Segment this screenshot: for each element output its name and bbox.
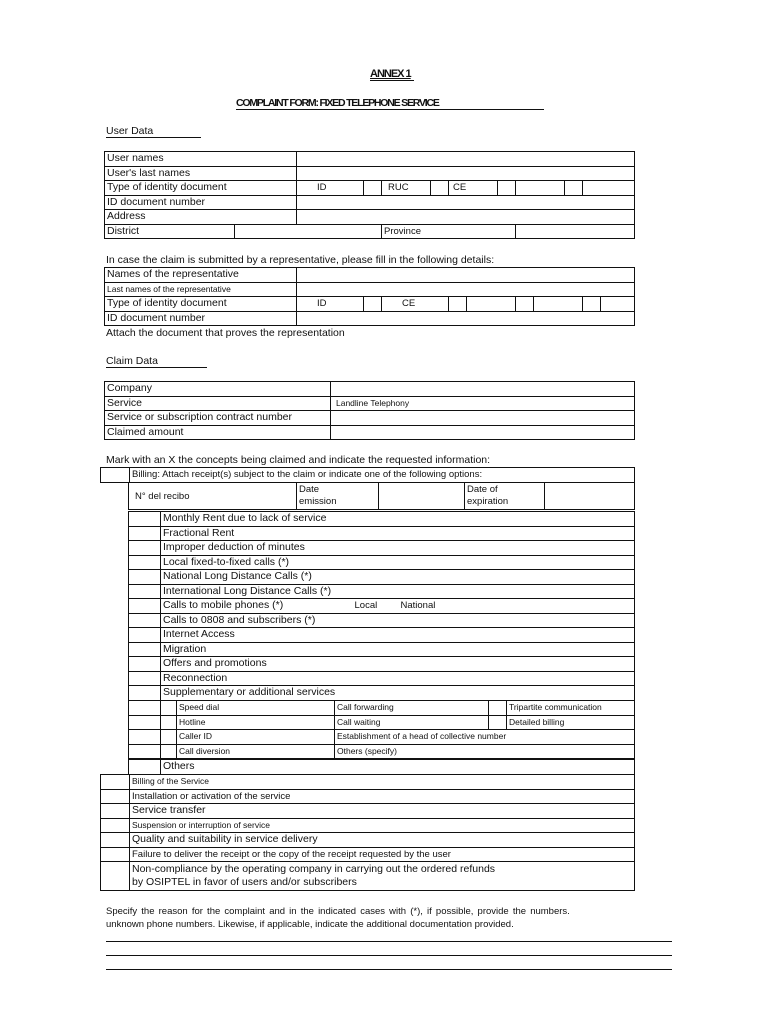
supp-item: Caller ID xyxy=(177,730,335,745)
user-data-table xyxy=(104,151,635,239)
concepts-intro: Mark with an X the concepts being claimed and indicate the requested information: xyxy=(106,454,491,466)
billing-item-checkbox[interactable] xyxy=(129,570,161,585)
billing-item: International Long Distance Calls (*) xyxy=(161,584,635,599)
billing-item-checkbox[interactable] xyxy=(129,628,161,643)
billing-item: Improper deduction of minutes xyxy=(161,541,635,556)
billing-items-table xyxy=(128,511,635,701)
doc-option-other-2 xyxy=(583,181,635,196)
supp-item: Speed dial xyxy=(177,701,335,716)
user-data-underline xyxy=(106,137,201,138)
district-label: District xyxy=(105,224,235,239)
date-emission-field[interactable] xyxy=(379,483,465,510)
concept-checkbox[interactable] xyxy=(101,804,130,819)
rep-attach-note: Attach the document that proves the representation xyxy=(106,327,345,339)
address-field[interactable] xyxy=(297,210,635,225)
rep-id-number-label: ID document number xyxy=(105,311,297,326)
supp-item: Others (specify) xyxy=(335,744,635,759)
others-label: Others xyxy=(161,760,635,775)
company-label: Company xyxy=(105,382,331,397)
answer-line[interactable] xyxy=(106,955,672,956)
billing-item-checkbox[interactable] xyxy=(129,541,161,556)
billing-item-checkbox[interactable] xyxy=(129,526,161,541)
billing-item-checkbox[interactable] xyxy=(129,512,161,527)
address-label: Address xyxy=(105,210,297,225)
province-label: Province xyxy=(382,224,516,239)
rep-doc-option-id-checkbox[interactable] xyxy=(364,297,382,312)
receipt-table xyxy=(128,482,635,510)
contract-label: Service or subscription contract number xyxy=(105,411,331,426)
rep-id-type-label: Type of identity document xyxy=(105,297,297,312)
rep-doc-option-ce: CE xyxy=(382,297,449,312)
concept-item-refunds xyxy=(130,862,635,891)
billing-checkbox[interactable] xyxy=(101,468,130,483)
billing-item-checkbox[interactable] xyxy=(129,584,161,599)
others-table xyxy=(128,759,635,775)
user-last-names-field[interactable] xyxy=(297,166,635,181)
doc-option-other xyxy=(516,181,565,196)
rep-names-label: Names of the representative xyxy=(105,268,297,283)
supp-checkbox[interactable] xyxy=(161,744,177,759)
footer-line1: Specify the reason for the complaint and in the indicated cases with (*), if possible, provide the numbers. xyxy=(106,906,570,917)
annex-label: ANNEX 1 xyxy=(370,68,411,80)
user-last-names-label: User's last names xyxy=(105,166,297,181)
refunds-line1: Non-compliance by the operating company in carrying out the ordered refunds xyxy=(132,863,496,875)
doc-option-ruc-checkbox[interactable] xyxy=(431,181,449,196)
other-concepts-table xyxy=(100,774,635,891)
doc-option-ce: CE xyxy=(449,181,498,196)
company-field[interactable] xyxy=(331,382,635,397)
date-expiration-field[interactable] xyxy=(545,483,635,510)
billing-item: Calls to 0808 and subscribers (*) xyxy=(161,613,635,628)
billing-item-checkbox[interactable] xyxy=(129,555,161,570)
id-type-label: Type of identity document xyxy=(105,181,297,196)
page-title: COMPLAINT FORM: FIXED TELEPHONE SERVICE xyxy=(236,97,439,109)
billing-item-checkbox[interactable] xyxy=(129,613,161,628)
concept-item: Billing of the Service xyxy=(130,775,635,790)
supp-spacer xyxy=(129,730,161,745)
supp-spacer xyxy=(129,701,161,716)
concept-checkbox[interactable] xyxy=(101,789,130,804)
concept-checkbox[interactable] xyxy=(101,833,130,848)
billing-item: National Long Distance Calls (*) xyxy=(161,570,635,585)
date-emission-label xyxy=(297,483,379,510)
supplementary-table xyxy=(128,700,635,759)
billing-item: Offers and promotions xyxy=(161,657,635,672)
service-label: Service xyxy=(105,396,331,411)
amount-label: Claimed amount xyxy=(105,425,331,440)
rep-doc-option-blank-3 xyxy=(601,297,635,312)
billing-header: Billing: Attach receipt(s) subject to the claim or indicate one of the following options: xyxy=(130,468,635,483)
concept-checkbox[interactable] xyxy=(101,847,130,862)
user-data-heading: User Data xyxy=(106,125,154,137)
date-expiration-line1: Date of xyxy=(467,484,498,495)
user-names-label: User names xyxy=(105,152,297,167)
rep-names-field[interactable] xyxy=(297,268,635,283)
doc-option-ruc: RUC xyxy=(382,181,431,196)
billing-item: Monthly Rent due to lack of service xyxy=(161,512,635,527)
concept-checkbox[interactable] xyxy=(101,862,130,891)
doc-option-ce-checkbox[interactable] xyxy=(498,181,516,196)
rep-doc-option-blank-1-checkbox[interactable] xyxy=(516,297,534,312)
annex-underline xyxy=(370,80,414,81)
others-checkbox[interactable] xyxy=(129,760,161,775)
billing-item: Fractional Rent xyxy=(161,526,635,541)
rep-last-names-field[interactable] xyxy=(297,282,635,297)
rep-doc-option-blank-2-checkbox[interactable] xyxy=(583,297,601,312)
doc-option-other-checkbox[interactable] xyxy=(565,181,583,196)
concept-item: Service transfer xyxy=(130,804,635,819)
id-number-field[interactable] xyxy=(297,195,635,210)
concept-checkbox[interactable] xyxy=(101,775,130,790)
district-field[interactable] xyxy=(235,224,382,239)
id-number-label: ID document number xyxy=(105,195,297,210)
supp-item: Call waiting xyxy=(335,715,489,730)
receipt-no-label: N° del recibo xyxy=(129,483,297,510)
supp-spacer xyxy=(129,744,161,759)
concept-checkbox[interactable] xyxy=(101,818,130,833)
rep-doc-option-id: ID xyxy=(297,297,364,312)
rep-doc-option-blank-2 xyxy=(534,297,583,312)
billing-item-checkbox[interactable] xyxy=(129,599,161,614)
supp-item: Tripartite communication xyxy=(507,701,635,716)
concept-item: Installation or activation of the service xyxy=(130,789,635,804)
doc-option-id-checkbox[interactable] xyxy=(364,181,382,196)
supp-item: Call diversion xyxy=(177,744,335,759)
supp-checkbox[interactable] xyxy=(489,701,507,716)
supp-spacer xyxy=(129,715,161,730)
billing-header-table xyxy=(100,467,635,483)
billing-item-mobile-label: Calls to mobile phones (*) xyxy=(163,599,284,612)
date-emission-line1: Date xyxy=(299,484,320,495)
date-expiration-label xyxy=(465,483,545,510)
representative-intro: In case the claim is submitted by a representative, please fill in the following details: xyxy=(106,254,495,266)
claim-data-underline xyxy=(106,367,207,368)
supp-checkbox[interactable] xyxy=(161,701,177,716)
supp-item: Detailed billing xyxy=(507,715,635,730)
mobile-local-option[interactable]: Local xyxy=(354,600,378,612)
billing-item: Supplementary or additional services xyxy=(161,686,635,701)
contract-field[interactable] xyxy=(331,411,635,426)
date-expiration-line2: expiration xyxy=(467,496,509,507)
answer-line[interactable] xyxy=(106,969,672,970)
supp-checkbox[interactable] xyxy=(161,715,177,730)
rep-id-number-field[interactable] xyxy=(297,311,635,326)
date-emission-line2: emission xyxy=(299,496,337,507)
concept-item: Quality and suitability in service delivery xyxy=(130,833,635,848)
rep-doc-option-blank-1 xyxy=(467,297,516,312)
billing-item: Internet Access xyxy=(161,628,635,643)
footer-line2: unknown phone numbers. Likewise, if applicable, indicate the additional documentation provided. xyxy=(106,919,514,930)
rep-doc-option-ce-checkbox[interactable] xyxy=(449,297,467,312)
refunds-line2: by OSIPTEL in favor of users and/or subscribers xyxy=(132,876,357,888)
service-value: Landline Telephony xyxy=(331,396,635,411)
amount-field[interactable] xyxy=(331,425,635,440)
billing-item-mobile xyxy=(161,599,635,614)
answer-line[interactable] xyxy=(106,941,672,942)
supp-item: Establishment of a head of collective number xyxy=(335,730,635,745)
supp-item: Hotline xyxy=(177,715,335,730)
supp-item: Call forwarding xyxy=(335,701,489,716)
doc-option-id: ID xyxy=(297,181,364,196)
province-field[interactable] xyxy=(516,224,635,239)
billing-item-checkbox[interactable] xyxy=(129,657,161,672)
billing-item-checkbox[interactable] xyxy=(129,686,161,701)
billing-item-checkbox[interactable] xyxy=(129,671,161,686)
concept-item: Suspension or interruption of service xyxy=(130,818,635,833)
supp-checkbox[interactable] xyxy=(161,730,177,745)
representative-table xyxy=(104,267,635,326)
concept-item: Failure to deliver the receipt or the copy of the receipt requested by the user xyxy=(130,847,635,862)
billing-item: Migration xyxy=(161,642,635,657)
supp-checkbox[interactable] xyxy=(489,715,507,730)
user-names-field[interactable] xyxy=(297,152,635,167)
billing-item: Reconnection xyxy=(161,671,635,686)
claim-data-table xyxy=(104,381,635,440)
title-underline xyxy=(236,109,544,110)
billing-item-checkbox[interactable] xyxy=(129,642,161,657)
billing-item: Local fixed-to-fixed calls (*) xyxy=(161,555,635,570)
mobile-national-option[interactable]: National xyxy=(400,600,436,612)
rep-last-names-label: Last names of the representative xyxy=(105,282,297,297)
claim-data-heading: Claim Data xyxy=(106,355,158,367)
